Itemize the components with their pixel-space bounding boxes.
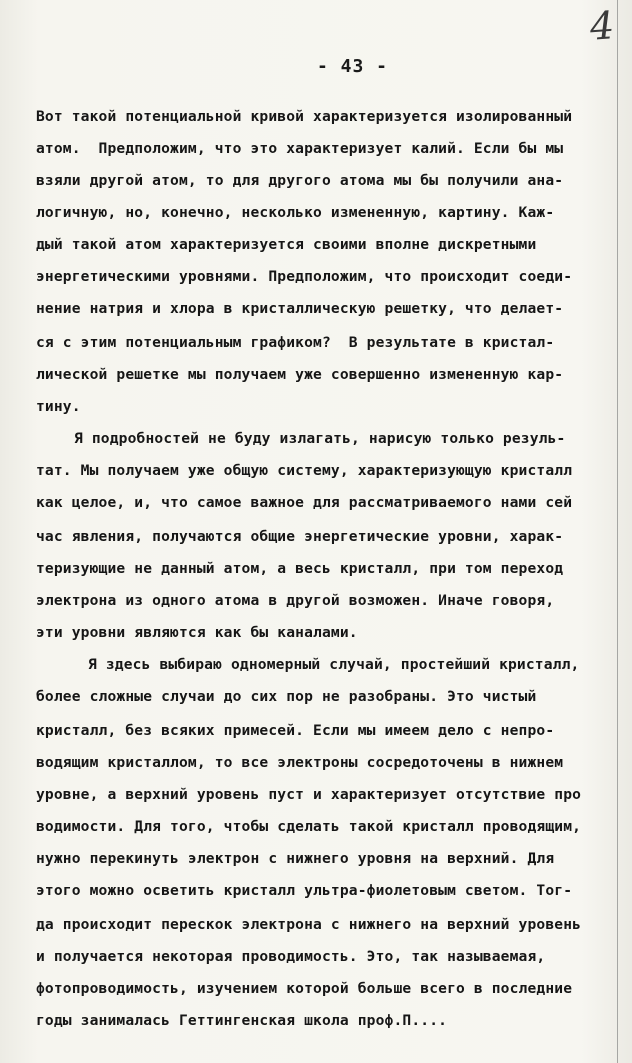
- text-line: эти уровни являются как бы каналами.: [36, 624, 358, 641]
- text-line: тину.: [36, 398, 81, 415]
- text-line: уровне, а верхний уровень пуст и характеризует отсутствие про: [36, 786, 582, 803]
- text-line: водимости. Для того, чтобы сделать такой кристалл проводящим,: [36, 818, 582, 835]
- text-line: Я здесь выбираю одномерный случай, простейший кристалл,: [88, 656, 580, 673]
- text-line: логичную, но, конечно, несколько измененную, картину. Каж-: [36, 204, 555, 221]
- text-line: час явления, получаются общие энергетические уровни, харак-: [36, 528, 564, 545]
- text-line: дый такой атом характеризуется своими вполне дискретными: [36, 236, 537, 253]
- text-line: водящим кристаллом, то все электроны сосредоточены в нижнем: [36, 754, 564, 771]
- text-line: более сложные случаи до сих пор не разобраны. Это чистый: [36, 688, 537, 705]
- text-line: теризующие не данный атом, а весь кристалл, при том переход: [36, 560, 564, 577]
- text-line: нужно перекинуть электрон с нижнего уровня на верхний. Для: [36, 850, 555, 867]
- text-line: кристалл, без всяких примесей. Если мы имеем дело с непро-: [36, 722, 555, 739]
- text-line: как целое, и, что самое важное для рассматриваемого нами сей: [36, 494, 573, 511]
- text-line: лической решетке мы получаем уже совершенно измененную кар-: [36, 366, 564, 383]
- handwritten-page-mark: 4: [588, 3, 616, 49]
- text-line: да происходит перескок электрона с нижнего на верхний уровень: [36, 916, 582, 933]
- text-line: электрона из одного атома в другой возможен. Иначе говоря,: [36, 592, 555, 609]
- page-edge-line: [617, 0, 618, 1063]
- text-line: атом. Предположим, что это характеризует калий. Если бы мы: [36, 140, 564, 157]
- text-line: фотопроводимость, изучением которой больше всего в последние: [36, 980, 573, 997]
- text-line: и получается некоторая проводимость. Это, так называемая,: [36, 948, 546, 965]
- page-number: - 43 -: [316, 56, 388, 77]
- text-line: Я подробностей не буду излагать, нарисую только резуль-: [74, 430, 566, 447]
- text-line: ся с этим потенциальным графиком? В результате в кристал-: [36, 334, 555, 351]
- text-line: взяли другой атом, то для другого атома мы бы получили ана-: [36, 172, 564, 189]
- text-line: Вот такой потенциальной кривой характеризуется изолированный: [36, 108, 573, 125]
- text-line: годы занималась Геттингенская школа проф.П....: [36, 1012, 448, 1029]
- text-line: этого можно осветить кристалл ультра-фиолетовым светом. Тог-: [36, 882, 573, 899]
- text-line: нение натрия и хлора в кристаллическую решетку, что делает-: [36, 300, 564, 317]
- text-line: энергетическими уровнями. Предположим, что происходит соеди-: [36, 268, 573, 285]
- text-line: тат. Мы получаем уже общую систему, характеризующую кристалл: [36, 462, 573, 479]
